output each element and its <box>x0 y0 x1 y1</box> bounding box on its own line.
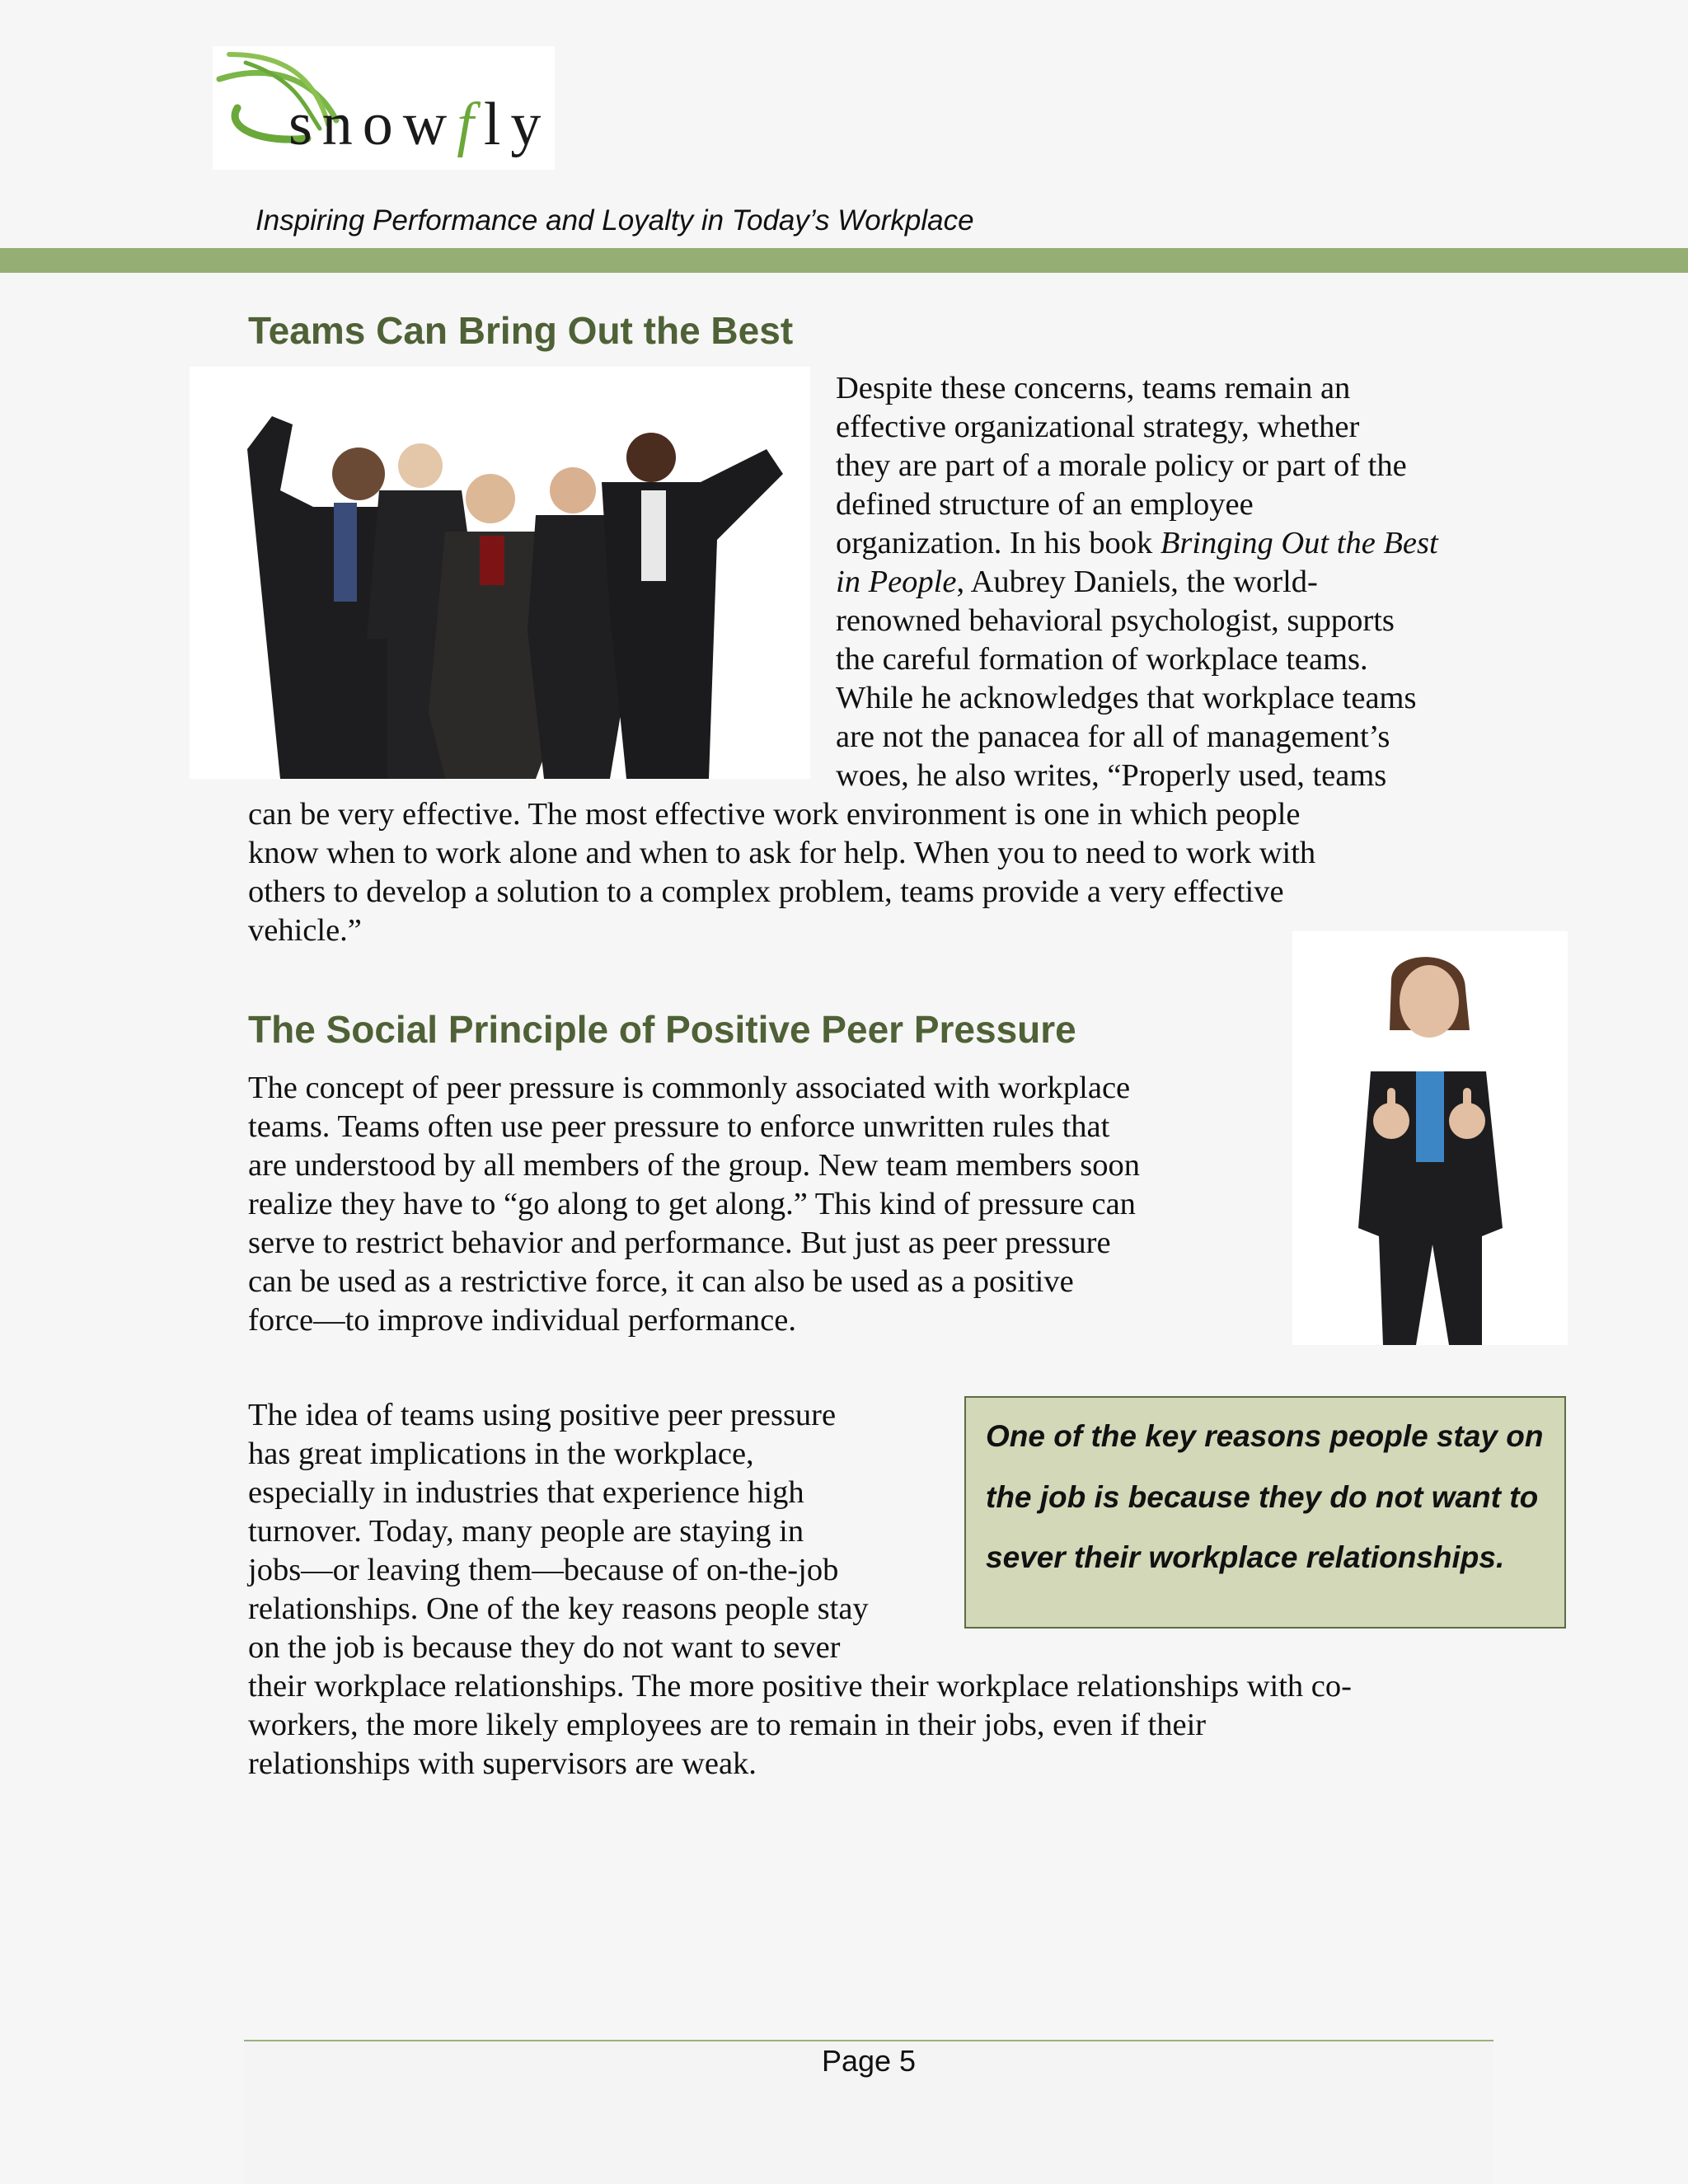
text-line: realize they have to “go along to get along.” This kind of pressure can <box>248 1187 1136 1221</box>
businesswoman-thumbs-up-photo <box>1292 931 1568 1345</box>
section-heading-peer-pressure: The Social Principle of Positive Peer Pressure <box>248 1008 1076 1051</box>
text-line: they are part of a morale policy or part of the <box>836 448 1407 483</box>
text-line: renowned behavioral psychologist, supports <box>836 603 1395 638</box>
text-line: others to develop a solution to a complex problem, teams provide a very effective <box>248 874 1284 909</box>
text-line: can be very effective. The most effective work environment is one in which people <box>248 797 1301 832</box>
text-line: are not the panacea for all of management’s <box>836 719 1390 754</box>
book-title-part1: Bringing Out the Best <box>1160 526 1438 560</box>
section2-paragraph1 <box>248 1069 1140 1340</box>
page-number: Page 5 <box>821 2044 917 2078</box>
text-line: defined structure of an employee <box>836 487 1254 522</box>
text-line: their workplace relationships. The more positive their workplace relationships with co- <box>248 1669 1352 1704</box>
text-line: While he acknowledges that workplace teams <box>836 681 1417 715</box>
text-line: vehicle.” <box>248 913 362 948</box>
snowfly-logo <box>213 46 555 170</box>
text-line: force—to improve individual performance. <box>248 1303 796 1338</box>
text-line: especially in industries that experience high <box>248 1475 804 1510</box>
text-line: Despite these concerns, teams remain an <box>836 371 1351 405</box>
text-run: , Aubrey Daniels, the world- <box>956 565 1318 599</box>
text-line: turnover. Today, many people are staying in <box>248 1514 804 1549</box>
text-line: relationships with supervisors are weak. <box>248 1746 757 1781</box>
text-line: on the job is because they do not want to sever <box>248 1630 841 1665</box>
footer-divider <box>244 2040 1493 2041</box>
section1-paragraph-right <box>836 369 1438 795</box>
text-line: serve to restrict behavior and performance. But just as peer pressure <box>248 1226 1111 1260</box>
pull-quote-line: sever their workplace relationships. <box>986 1540 1505 1574</box>
pull-quote-line: One of the key reasons people stay on <box>986 1419 1544 1453</box>
section-heading-teams: Teams Can Bring Out the Best <box>248 309 794 352</box>
text-line: woes, he also writes, “Properly used, teams <box>836 758 1387 793</box>
text-line: jobs—or leaving them—because of on-the-job <box>248 1553 839 1587</box>
text-line <box>836 563 1438 602</box>
text-run: organization. In his book <box>836 526 1160 560</box>
pull-quote-line: the job is because they do not want to <box>986 1480 1539 1514</box>
text-line: know when to work alone and when to ask for help. When you to need to work with <box>248 836 1316 870</box>
text-line: can be used as a restrictive force, it can also be used as a positive <box>248 1264 1074 1299</box>
header-band <box>0 248 1688 273</box>
text-line: the careful formation of workplace teams. <box>836 642 1368 677</box>
text-line: are understood by all members of the group. New team members soon <box>248 1148 1140 1183</box>
text-line: workers, the more likely employees are to remain in their jobs, even if their <box>248 1708 1207 1742</box>
team-celebration-photo <box>190 367 810 779</box>
tagline: Inspiring Performance and Loyalty in Today’s Workplace <box>256 204 974 237</box>
text-line: has great implications in the workplace, <box>248 1436 754 1471</box>
pull-quote <box>964 1396 1566 1629</box>
text-line: teams. Teams often use peer pressure to enforce unwritten rules that <box>248 1109 1110 1144</box>
text-line: effective organizational strategy, whether <box>836 410 1360 444</box>
logo-wordmark: snowfly <box>288 91 551 158</box>
section1-paragraph-full <box>248 795 1315 950</box>
book-title-part2: in People <box>836 565 957 599</box>
text-line <box>836 524 1438 563</box>
text-line: The concept of peer pressure is commonly associated with workplace <box>248 1071 1131 1105</box>
text-line: The idea of teams using positive peer pressure <box>248 1398 837 1432</box>
text-line: relationships. One of the key reasons people stay <box>248 1591 869 1626</box>
